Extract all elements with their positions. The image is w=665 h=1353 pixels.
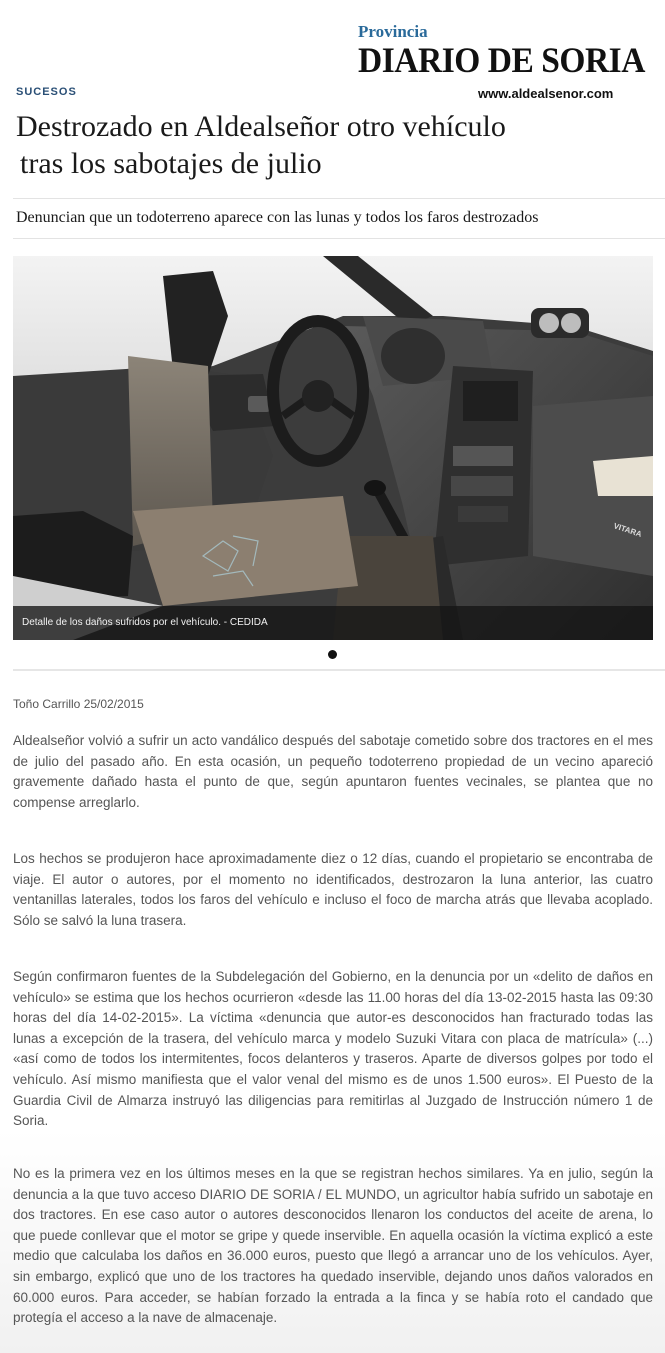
article-subheadline: Denuncian que un todoterreno aparece con las lunas y todos los faros destrozados [16, 209, 539, 226]
article-paragraph: Según confirmaron fuentes de la Subdelegación del Gobierno, en la denuncia por un «delito de daños en vehículo» se estima que los hechos ocurrieron «desde las 11.00 horas del día 13-02-2015 hasta las 09:30 horas del día 14-02-2015». La víctima «denuncia que autor-es desconocidos han fracturado todas las lunas a excepción de la trasera, del vehículo marca y modelo Suzuki Vitara con placa de matrícula» (...) «así como de todos los intermitentes, focos delanteros y traseros. Aparte de diversos golpes por todo el vehículo. Así mismo manifiesta que el valor venal del mismo es de unos 1.500 euros». El Puesto de la Guardia Civil de Almarza instruyó las diligencias para remitirlas al Juzgado de Instrucción número 1 de Soria. [13, 969, 653, 1129]
article-photo[interactable] [13, 256, 653, 640]
masthead-region: Provincia [358, 22, 428, 41]
article-paragraph: Los hechos se produjeron hace aproximadamente diez o 12 días, cuando el propietario se encontraba de viaje. El autor o autores, por el momento no identificados, destrozaron la luna anterior, las cuatro ventanillas laterales, todos los faros del vehículo e incluso el foco de marcha atrás que llevaba acoplado. Sólo se salvó la luna trasera. [13, 851, 653, 928]
carousel-dot[interactable] [328, 650, 337, 659]
photo-credit: - CEDIDA [221, 617, 268, 628]
byline: Toño Carrillo 25/02/2015 [13, 697, 144, 711]
car-interior-illustration [13, 256, 653, 640]
article-paragraph: Aldealseñor volvió a sufrir un acto vandálico después del sabotaje cometido sobre dos tractores en el mes de julio del pasado año. En esta ocasión, un pequeño todoterreno propiedad de un vecino apareció gravemente dañado hasta el punto de que, según apuntaron fuentes vecinales, se plantea que no compense arreglarlo. [13, 733, 653, 810]
photo-caption [13, 606, 653, 640]
divider [13, 238, 665, 239]
photo-caption-text: Detalle de los daños sufridos por el vehículo. [22, 617, 222, 628]
section-label[interactable]: SUCESOS [16, 86, 77, 98]
divider [13, 669, 665, 671]
article-paragraph: No es la primera vez en los últimos meses en la que se registran hechos similares. Ya en julio, según la denuncia a la que tuvo acceso DIARIO DE SORIA / EL MUNDO, un agricultor había sufrido un sabotaje en dos tractores. En ese caso autor o autores desconocidos llenaron los conductos del aceite de arena, lo que puede conllevar que el motor se gripe y quede inservible. En aquella ocasión la víctima explicó a este medio que calculaba los daños en 36.000 euros, puesto que llegó a arrancar uno de los vehículos. Ayer, sin embargo, explicó que uno de los tractores ha quedado inservible, dejando unos daños valorados en 60.000 euros. Para acceder, se habían forzado la entrada a la finca y se había roto el candado que protegía el acceso a la nave de almacenaje. [13, 1166, 653, 1326]
vitara-badge: VITARA [612, 521, 643, 539]
headline-line-1: Destrozado en Aldealseñor otro vehículo [16, 110, 506, 143]
masthead-name: DIARIO DE SORIA [358, 40, 645, 80]
headline-line-2: tras los sabotajes de julio [20, 147, 322, 180]
article-headline [16, 108, 656, 182]
masthead-logo[interactable] [358, 22, 658, 78]
divider [13, 198, 665, 199]
masthead-url[interactable]: www.aldealsenor.com [478, 86, 614, 101]
